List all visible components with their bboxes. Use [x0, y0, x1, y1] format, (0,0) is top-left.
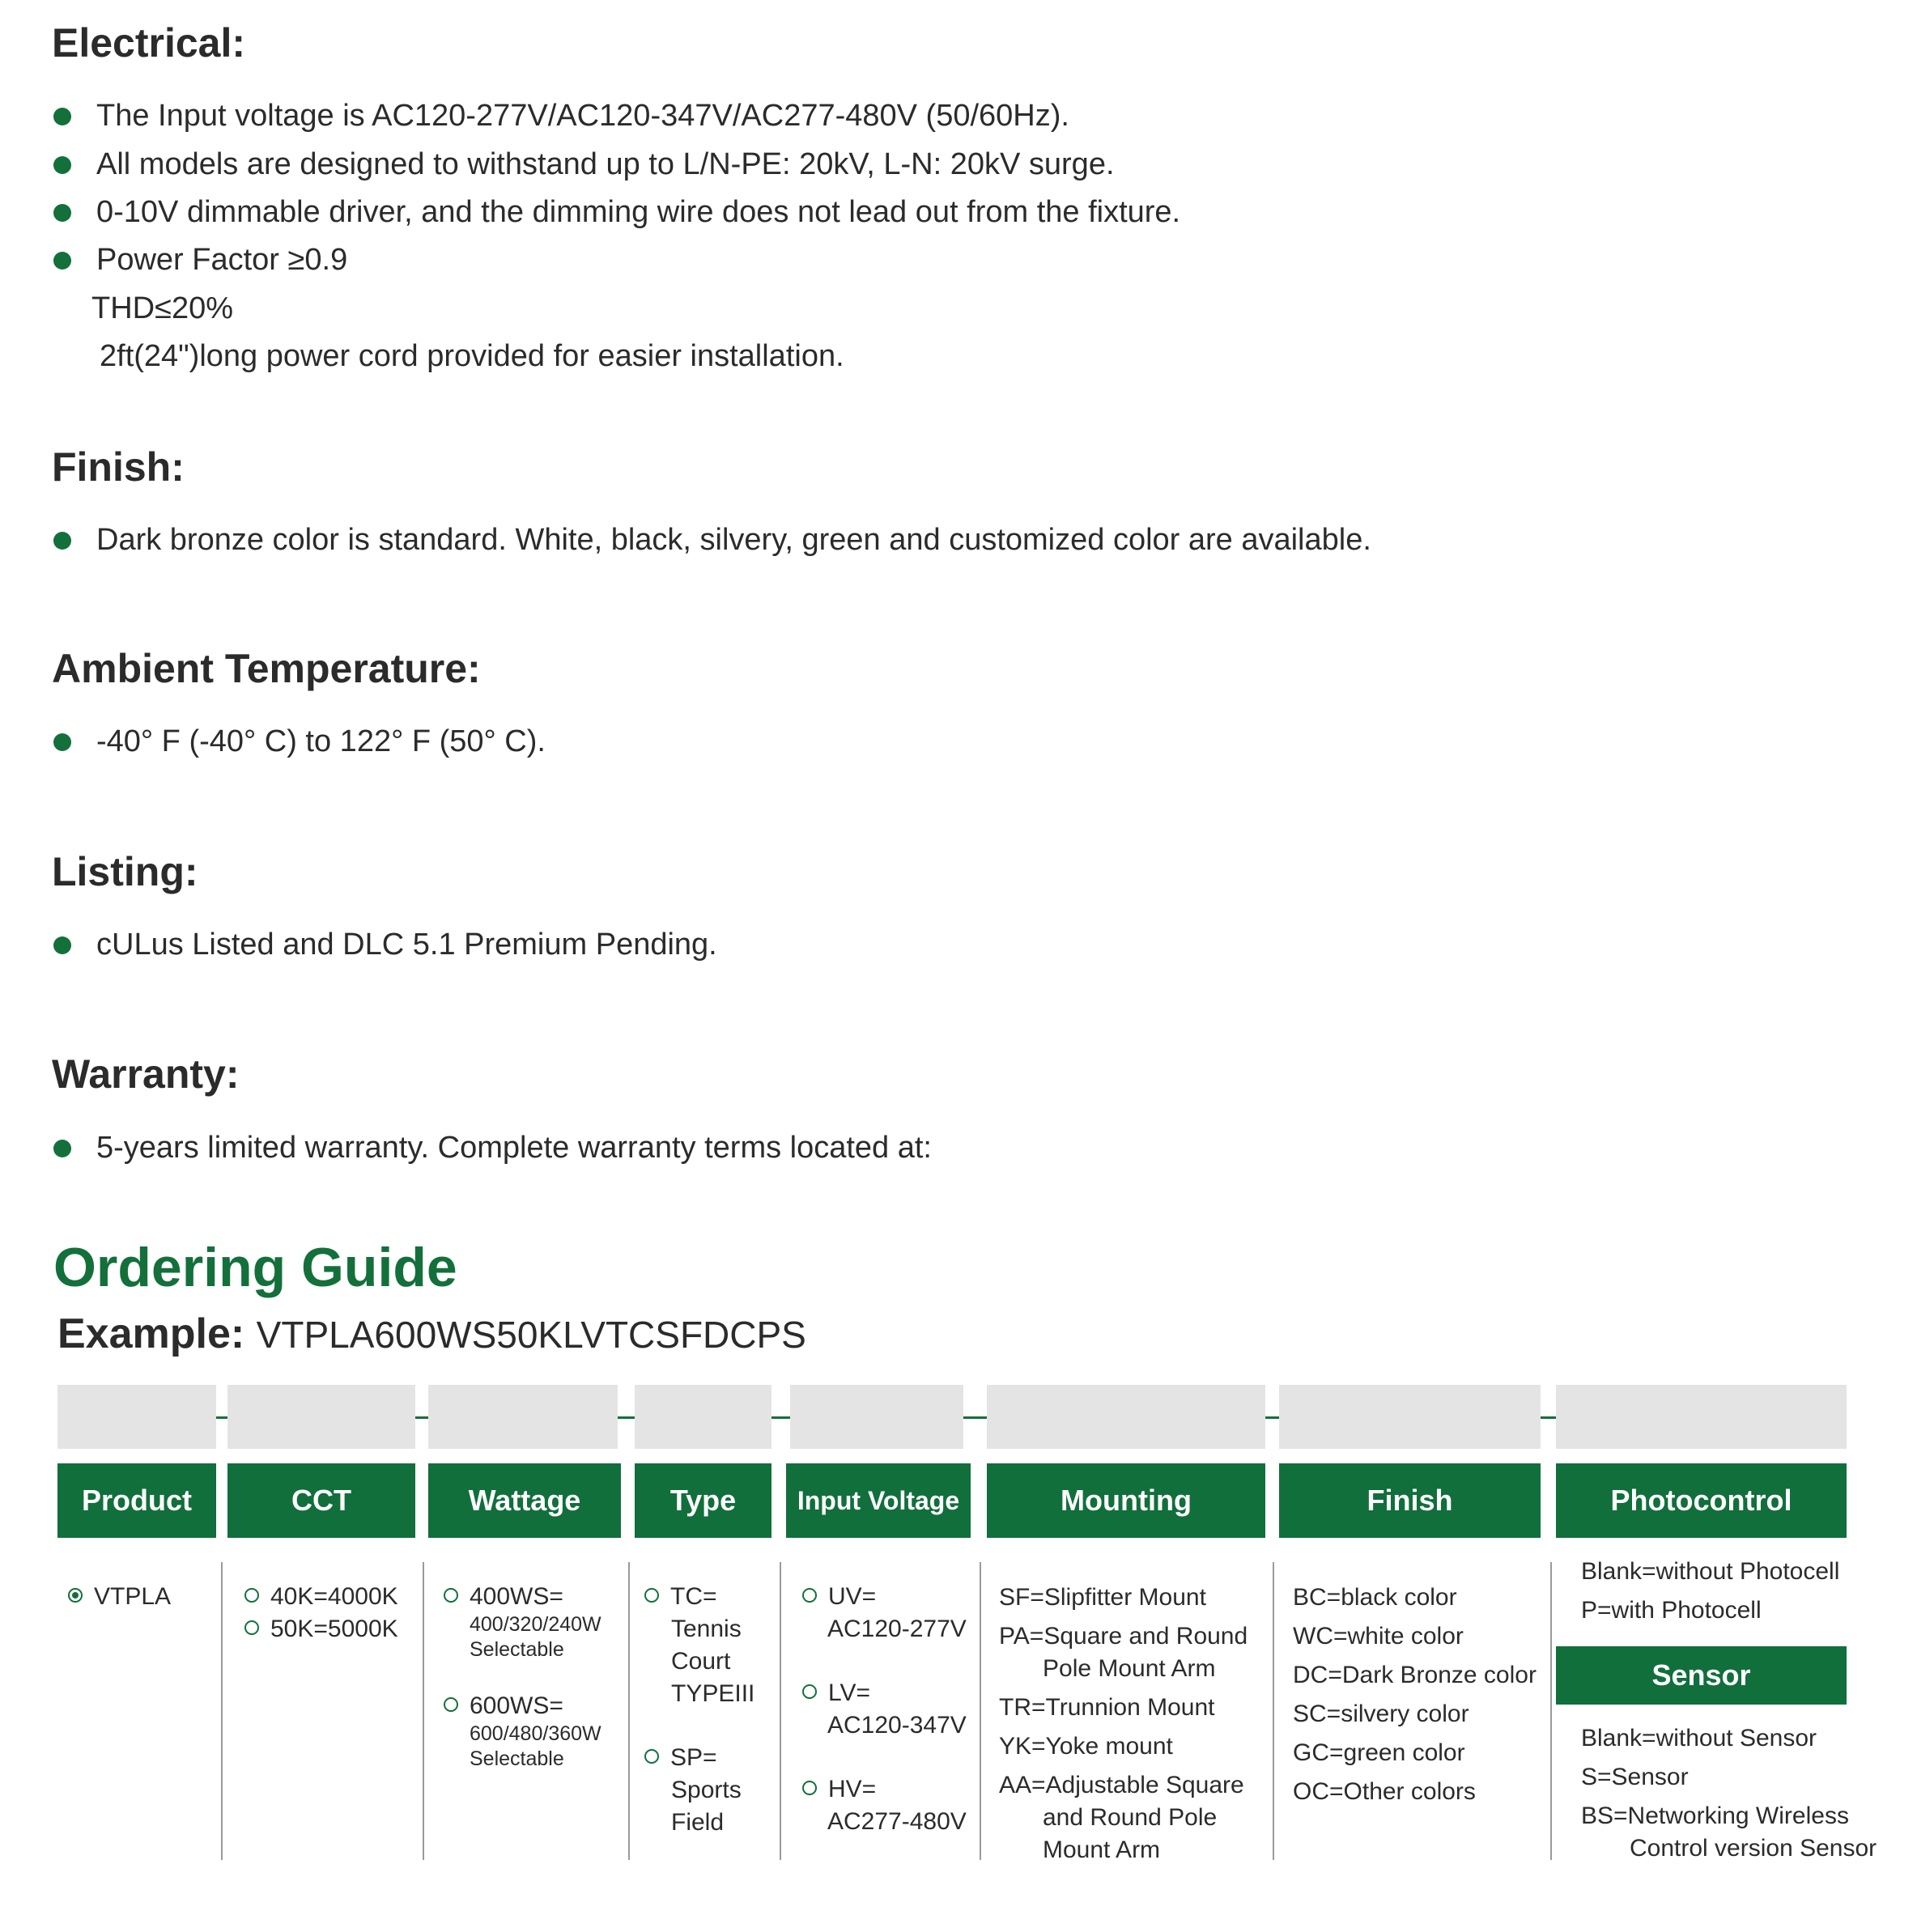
- mounting-option-cont: Pole Mount Arm: [1043, 1655, 1216, 1682]
- option-cct[interactable]: 50K=5000K: [244, 1613, 398, 1645]
- electrical-bullet: The Input voltage is AC120-277V/AC120-347V/AC277-480V (50/60Hz).: [96, 99, 1069, 133]
- option-type[interactable]: TC=: [644, 1581, 717, 1613]
- header-finish: Finish: [1279, 1463, 1541, 1538]
- warranty-heading: Warranty:: [52, 1051, 240, 1097]
- radio-icon: [802, 1684, 817, 1699]
- electrical-line: 2ft(24")long power cord provided for easier installation.: [100, 339, 844, 373]
- bullet-icon: [53, 108, 71, 125]
- wattage-note: Selectable: [470, 1747, 564, 1770]
- code-box-finish: [1279, 1385, 1541, 1449]
- mounting-option: TR=Trunnion Mount: [999, 1694, 1215, 1721]
- option-type[interactable]: SP=: [644, 1742, 717, 1774]
- radio-selected-icon: [68, 1588, 83, 1603]
- sensor-option: S=Sensor: [1581, 1764, 1689, 1790]
- radio-icon: [244, 1588, 259, 1603]
- dash-separator: [1541, 1416, 1556, 1419]
- option-product[interactable]: VTPLA: [68, 1581, 171, 1613]
- radio-icon: [644, 1749, 659, 1764]
- option-cct[interactable]: 40K=4000K: [244, 1581, 398, 1613]
- finish-option: SC=silvery color: [1293, 1701, 1469, 1727]
- finish-option: OC=Other colors: [1293, 1778, 1476, 1805]
- ambient-heading: Ambient Temperature:: [52, 646, 481, 691]
- mounting-option: SF=Slipfitter Mount: [999, 1584, 1206, 1611]
- code-box-product: [57, 1385, 216, 1449]
- sensor-option-cont: Control version Sensor: [1630, 1835, 1877, 1862]
- code-box-type: [635, 1385, 771, 1449]
- finish-option: WC=white color: [1293, 1623, 1464, 1650]
- sensor-option: BS=Networking Wireless: [1581, 1802, 1849, 1829]
- column-divider: [1273, 1562, 1274, 1860]
- column-divider: [780, 1562, 781, 1860]
- voltage-value: AC277-480V: [827, 1808, 967, 1835]
- listing-heading: Listing:: [52, 849, 198, 894]
- voltage-value: AC120-277V: [827, 1616, 967, 1642]
- wattage-detail: 400/320/240W: [470, 1613, 601, 1636]
- header-mounting: Mounting: [987, 1463, 1265, 1538]
- dash-separator: [415, 1416, 428, 1419]
- dash-separator: [1265, 1416, 1279, 1419]
- option-wattage[interactable]: 400WS=: [444, 1581, 563, 1613]
- code-box-photocontrol: [1556, 1385, 1847, 1449]
- radio-icon: [444, 1697, 458, 1712]
- electrical-heading: Electrical:: [52, 20, 246, 66]
- wattage-note: Selectable: [470, 1638, 564, 1661]
- electrical-line: THD≤20%: [91, 291, 234, 325]
- example-label: Example:: [57, 1310, 245, 1357]
- radio-icon: [802, 1588, 817, 1603]
- example-value: VTPLA600WS50KLVTCSFDCPS: [256, 1314, 806, 1356]
- column-divider: [1550, 1562, 1552, 1860]
- dash-separator: [963, 1416, 987, 1419]
- example: [57, 1310, 806, 1357]
- sensor-option: Blank=without Sensor: [1581, 1725, 1817, 1752]
- mounting-option-cont: Mount Arm: [1043, 1836, 1161, 1863]
- voltage-value: AC120-347V: [827, 1712, 967, 1739]
- bullet-icon: [53, 156, 71, 174]
- bullet-icon: [53, 936, 71, 954]
- photocontrol-option: Blank=without Photocell: [1581, 1558, 1840, 1585]
- bullet-icon: [53, 1140, 71, 1157]
- wattage-detail: 600/480/360W: [470, 1722, 601, 1745]
- type-line: Field: [671, 1809, 725, 1836]
- warranty-bullet: 5-years limited warranty. Complete warranty terms located at:: [96, 1131, 932, 1165]
- code-box-wattage: [428, 1385, 618, 1449]
- mounting-option: YK=Yoke mount: [999, 1733, 1173, 1760]
- column-divider: [221, 1562, 223, 1860]
- dash-separator: [618, 1416, 635, 1419]
- listing-bullet: cULus Listed and DLC 5.1 Premium Pending.: [96, 928, 717, 962]
- column-divider: [628, 1562, 630, 1860]
- electrical-bullet: Power Factor ≥0.9: [96, 243, 348, 277]
- code-box-cct: [227, 1385, 415, 1449]
- bullet-icon: [53, 252, 71, 270]
- header-type: Type: [635, 1463, 771, 1538]
- dash-separator: [771, 1416, 790, 1419]
- mounting-option: PA=Square and Round: [999, 1623, 1248, 1650]
- header-photocontrol: Photocontrol: [1556, 1463, 1847, 1538]
- option-voltage[interactable]: UV=: [802, 1581, 876, 1613]
- bullet-icon: [53, 532, 71, 550]
- column-divider: [423, 1562, 424, 1860]
- ambient-bullet: -40° F (-40° C) to 122° F (50° C).: [96, 724, 546, 758]
- electrical-bullet: All models are designed to withstand up to L/N-PE: 20kV, L-N: 20kV surge.: [96, 147, 1115, 181]
- type-line: TYPEIII: [671, 1680, 755, 1707]
- option-voltage[interactable]: LV=: [802, 1677, 870, 1709]
- radio-icon: [244, 1620, 259, 1635]
- bullet-icon: [53, 204, 71, 222]
- option-voltage[interactable]: HV=: [802, 1773, 876, 1806]
- code-box-mounting: [987, 1385, 1265, 1449]
- radio-icon: [644, 1588, 659, 1603]
- type-line: Tennis: [671, 1616, 742, 1642]
- finish-option: GC=green color: [1293, 1739, 1465, 1766]
- option-wattage[interactable]: 600WS=: [444, 1690, 563, 1722]
- electrical-bullet: 0-10V dimmable driver, and the dimming wire does not lead out from the fixture.: [96, 195, 1181, 229]
- code-box-voltage: [790, 1385, 963, 1449]
- bullet-icon: [53, 733, 71, 751]
- ordering-guide-title: Ordering Guide: [53, 1237, 457, 1298]
- header-sensor: Sensor: [1556, 1646, 1847, 1705]
- header-wattage: Wattage: [428, 1463, 621, 1538]
- header-input-voltage: Input Voltage: [786, 1463, 971, 1538]
- dash-separator: [216, 1416, 227, 1419]
- header-cct: CCT: [227, 1463, 415, 1538]
- finish-option: BC=black color: [1293, 1584, 1457, 1611]
- radio-icon: [444, 1588, 458, 1603]
- type-line: Court: [671, 1648, 731, 1675]
- mounting-option-cont: and Round Pole: [1043, 1804, 1218, 1831]
- mounting-option: AA=Adjustable Square: [999, 1772, 1244, 1798]
- finish-option: DC=Dark Bronze color: [1293, 1662, 1537, 1688]
- header-product: Product: [57, 1463, 216, 1538]
- column-divider: [980, 1562, 981, 1860]
- type-line: Sports: [671, 1777, 742, 1803]
- radio-icon: [802, 1781, 817, 1795]
- finish-bullet: Dark bronze color is standard. White, black, silvery, green and customized color are available.: [96, 523, 1371, 557]
- photocontrol-option: P=with Photocell: [1581, 1597, 1762, 1624]
- finish-heading: Finish:: [52, 444, 185, 490]
